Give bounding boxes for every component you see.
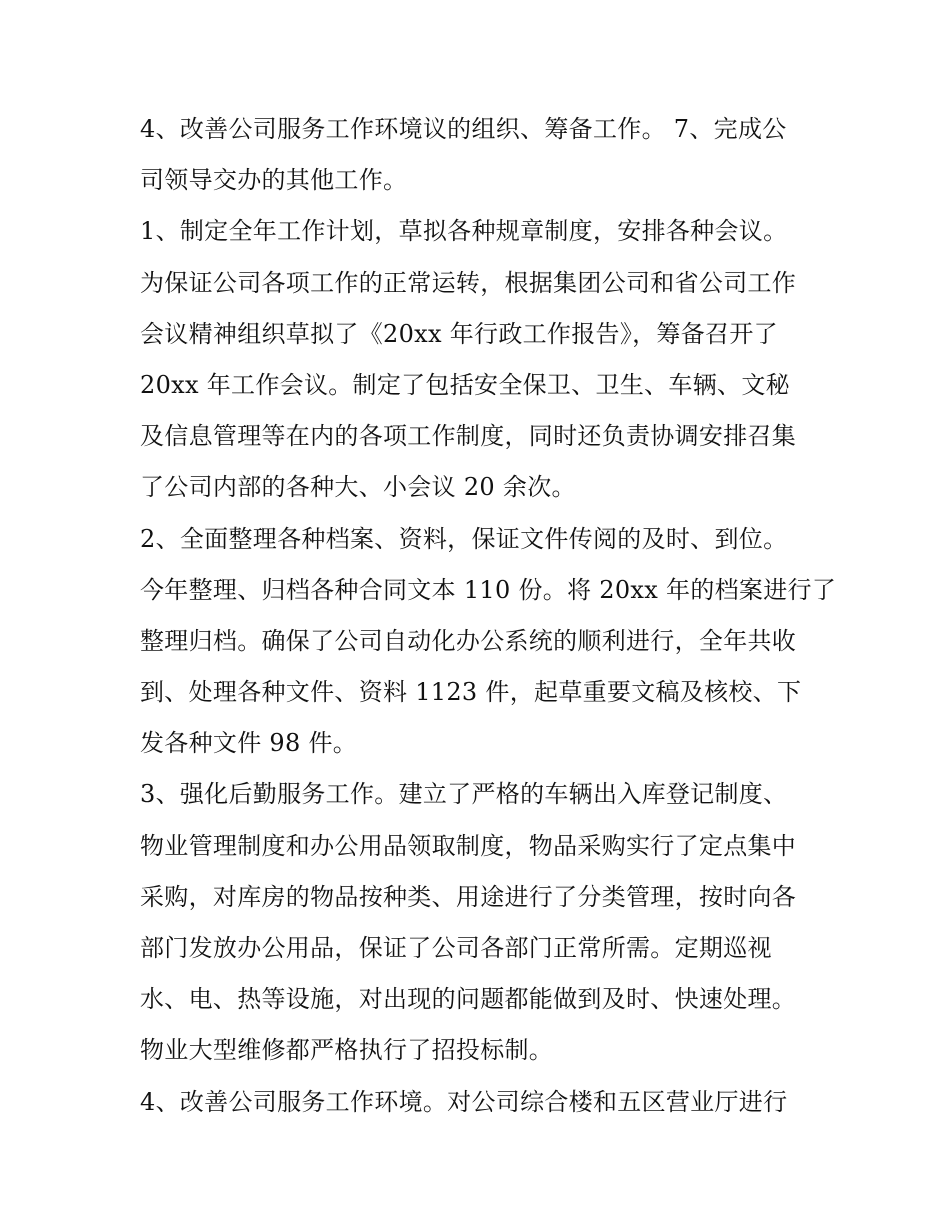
text-line: 部门发放办公用品，保证了公司各部门正常所需。定期巡视: [140, 934, 772, 962]
document-body: [140, 104, 837, 1128]
text-line: 4、改善公司服务工作环境议的组织、筹备工作。 7、完成公: [140, 115, 787, 143]
text-line: 4、改善公司服务工作环境。对公司综合楼和五区营业厅进行: [140, 1087, 788, 1116]
text-line: 物业大型维修都严格执行了招投标制。: [140, 1036, 554, 1065]
text-line: 会议精神组织草拟了《20xx 年行政工作报告》，筹备召开了: [140, 319, 778, 348]
text-line: 了公司内部的各种大、小会议 20 余次。: [140, 473, 576, 502]
text-line: 到、处理各种文件、资料 1123 件，起草重要文稿及核校、下: [140, 678, 802, 707]
text-line: 1、制定全年工作计划，草拟各种规章制度，安排各种会议。: [140, 217, 788, 246]
text-line: 2、全面整理各种档案、资料，保证文件传阅的及时、到位。: [140, 524, 788, 553]
text-line: 及信息管理等在内的各项工作制度，同时还负责协调安排召集: [140, 422, 797, 451]
text-line: 为保证公司各项工作的正常运转，根据集团公司和省公司工作: [140, 268, 797, 297]
text-line: 发各种文件 98 件。: [140, 729, 358, 758]
text-line: 20xx 年工作会议。制定了包括安全保卫、卫生、车辆、文秘: [140, 370, 790, 399]
text-line: 物业管理制度和办公用品领取制度，物品采购实行了定点集中: [140, 831, 797, 860]
text-line: 今年整理、归档各种合同文本 110 份。将 20xx 年的档案进行了: [140, 575, 837, 604]
text-line: 司领导交办的其他工作。: [140, 166, 408, 195]
text-line: 采购，对库房的物品按种类、用途进行了分类管理，按时向各: [140, 882, 797, 911]
text-line: 水、电、热等设施，对出现的问题都能做到及时、快速处理。: [140, 985, 797, 1014]
text-line: 3、强化后勤服务工作。建立了严格的车辆出入库登记制度、: [140, 780, 788, 809]
text-line: 整理归档。确保了公司自动化办公系统的顺利进行，全年共收: [140, 626, 797, 655]
